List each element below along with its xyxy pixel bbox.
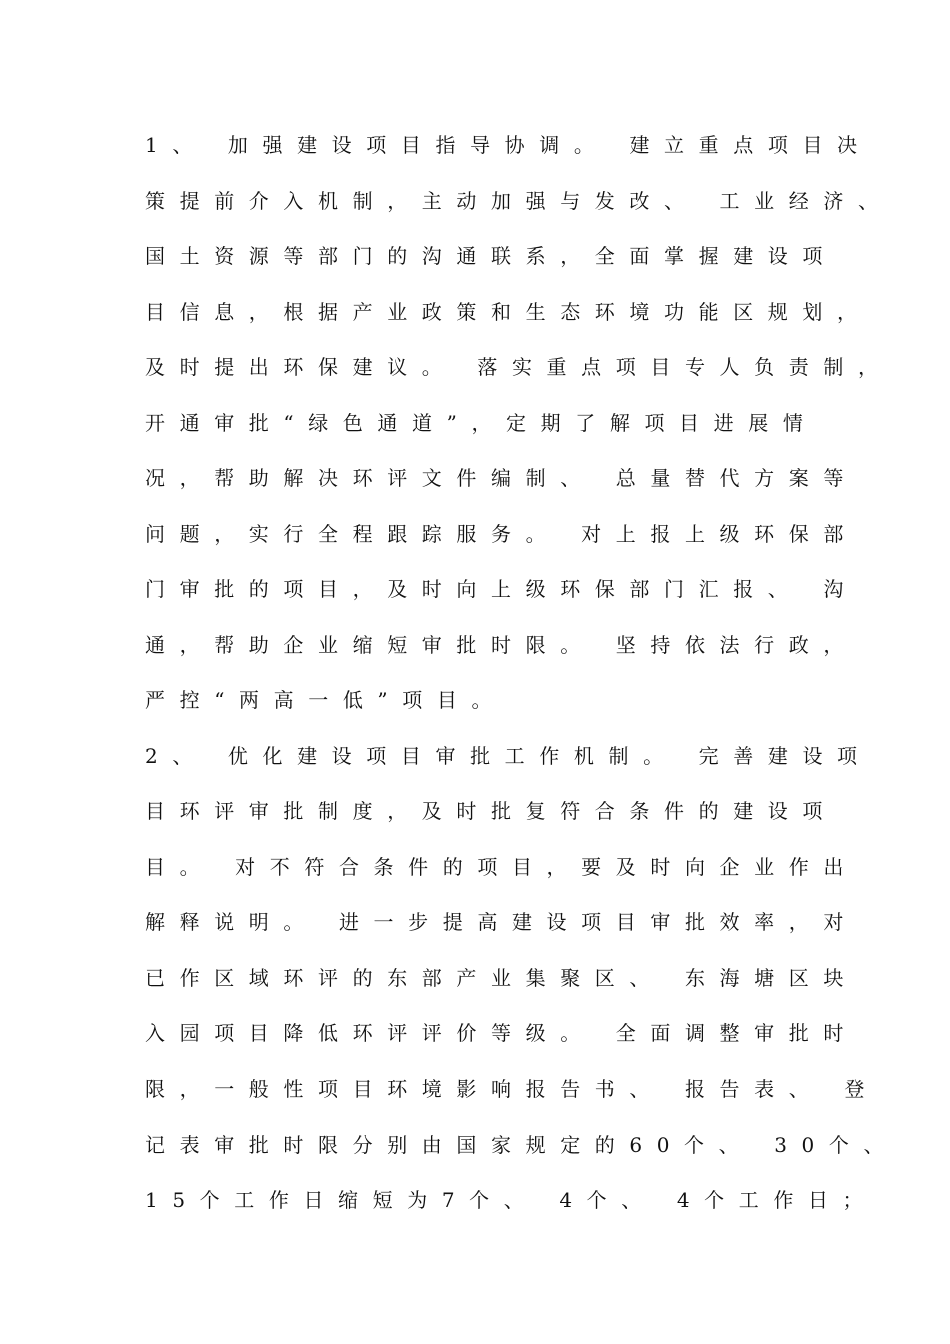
text-line: 通，帮助企业缩短审批时限。 坚持依法行政， bbox=[145, 633, 858, 657]
text-line: 目。 对不符合条件的项目，要及时向企业作出 bbox=[145, 855, 858, 879]
text-line: 况，帮助解决环评文件编制、 总量替代方案等 bbox=[145, 466, 858, 490]
text-line: 及时提出环保建议。 落实重点项目专人负责制， bbox=[145, 355, 893, 379]
text-line: 开通审批“绿色通道”，定期了解项目进展情 bbox=[145, 411, 818, 435]
text-line: 门审批的项目，及时向上级环保部门汇报、 沟 bbox=[145, 577, 858, 601]
text-line: 目信息，根据产业政策和生态环境功能区规划， bbox=[145, 300, 872, 324]
text-line: 入园项目降低环评评价等级。 全面调整审批时 bbox=[145, 1021, 858, 1045]
text-line: 国土资源等部门的沟通联系，全面掌握建设项 bbox=[145, 244, 837, 268]
text-line: 2、 优化建设项目审批工作机制。 完善建设项 bbox=[145, 744, 872, 768]
text-line: 限，一般性项目环境影响报告书、 报告表、 登 bbox=[145, 1077, 879, 1101]
text-line: 15个工作日缩短为7个、 4个、 4个工作日； bbox=[145, 1188, 878, 1212]
text-line: 1、 加强建设项目指导协调。 建立重点项目决 bbox=[145, 133, 872, 157]
text-line: 目环评审批制度，及时批复符合条件的建设项 bbox=[145, 799, 837, 823]
text-line: 策提前介入机制，主动加强与发改、 工业经济、 bbox=[145, 189, 893, 213]
text-line: 已作区域环评的东部产业集聚区、 东海塘区块 bbox=[145, 966, 858, 990]
text-line: 记表审批时限分别由国家规定的60个、 30个、 bbox=[145, 1133, 899, 1157]
text-line: 解释说明。 进一步提高建设项目审批效率，对 bbox=[145, 910, 858, 934]
text-line: 严控“两高一低”项目。 bbox=[145, 688, 507, 712]
text-line: 问题，实行全程跟踪服务。 对上报上级环保部 bbox=[145, 522, 858, 546]
